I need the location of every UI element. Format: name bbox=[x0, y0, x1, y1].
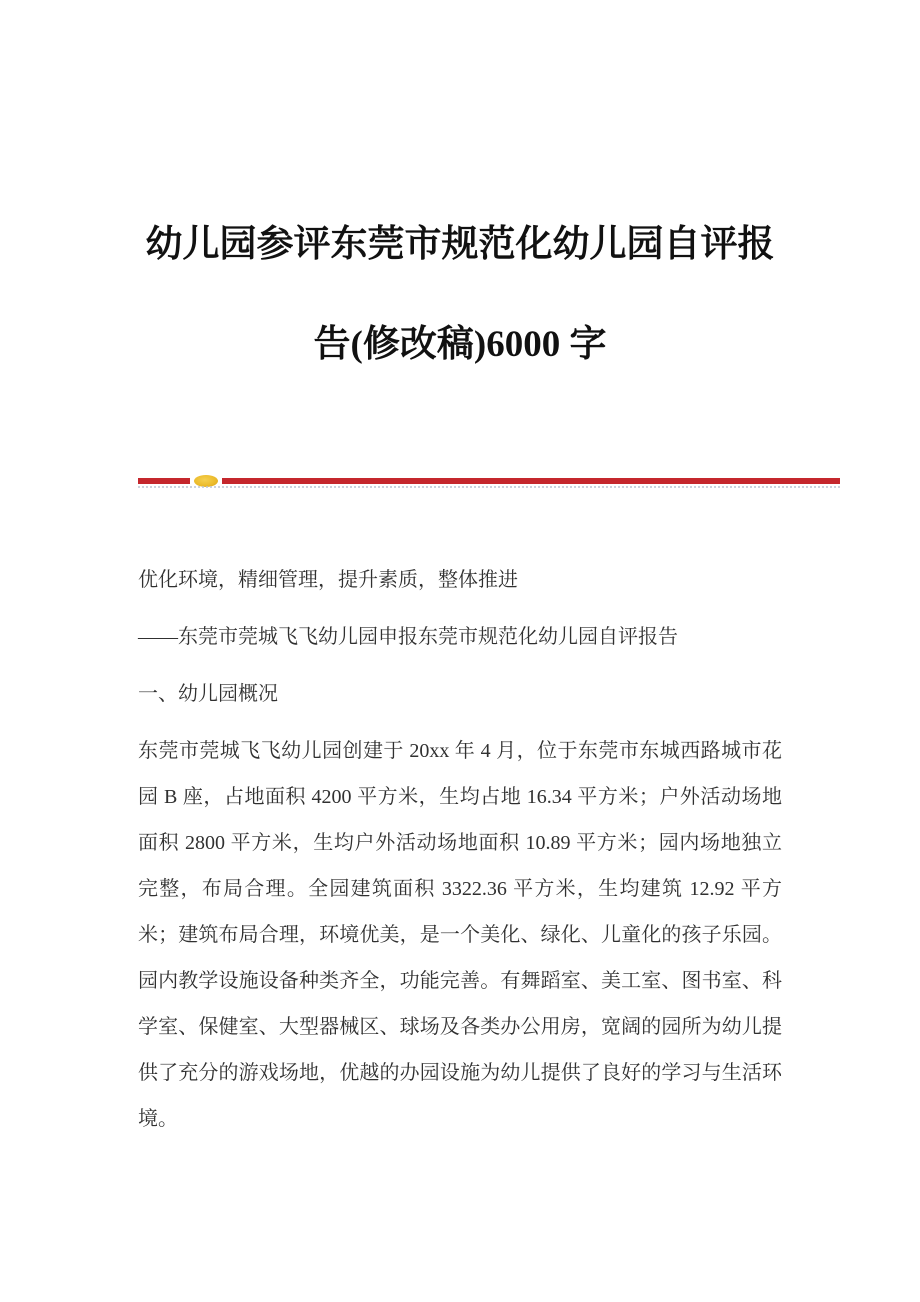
divider-ellipse-ornament-icon bbox=[194, 475, 218, 487]
paragraph-section-heading: 一、幼儿园概况 bbox=[138, 683, 278, 705]
title-divider bbox=[138, 474, 840, 488]
paragraph-subtitle: ——东莞市莞城飞飞幼儿园申报东莞市规范化幼儿园自评报告 bbox=[138, 626, 678, 648]
divider-left-segment bbox=[138, 478, 190, 484]
divider-right-segment bbox=[222, 478, 840, 484]
paragraph-overview: 东莞市莞城飞飞幼儿园创建于 20xx 年 4 月，位于东莞市东城西路城市花园 B 座，占地面积 4200 平方米，生均占地 16.34 平方米；户外活动场地面积 2800 平方米，生均户外活动场地面积 10.89 平方米；园内场地独立完整，布局合理。全园建筑面积 3322.36 平方米，生均建筑 12.92 平方米；建筑布局合理，环境优美，是一个美化、绿化、儿童化的孩子乐园。园内教学设施设备种类齐全，功能完善。有舞蹈室、美工室、图书室、科学室、保健室、大型器械区、球场及各类办公用房，宽阔的园所为幼儿提供了充分的游戏场地，优越的办园设施为幼儿提供了良好的学习与生活环境。 bbox=[138, 740, 782, 1130]
paragraph-slogan: 优化环境，精细管理，提升素质，整体推进 bbox=[138, 569, 518, 591]
document-title: 幼儿园参评东莞市规范化幼儿园自评报告(修改稿)6000 字 bbox=[145, 224, 775, 365]
document-body bbox=[138, 557, 782, 1153]
